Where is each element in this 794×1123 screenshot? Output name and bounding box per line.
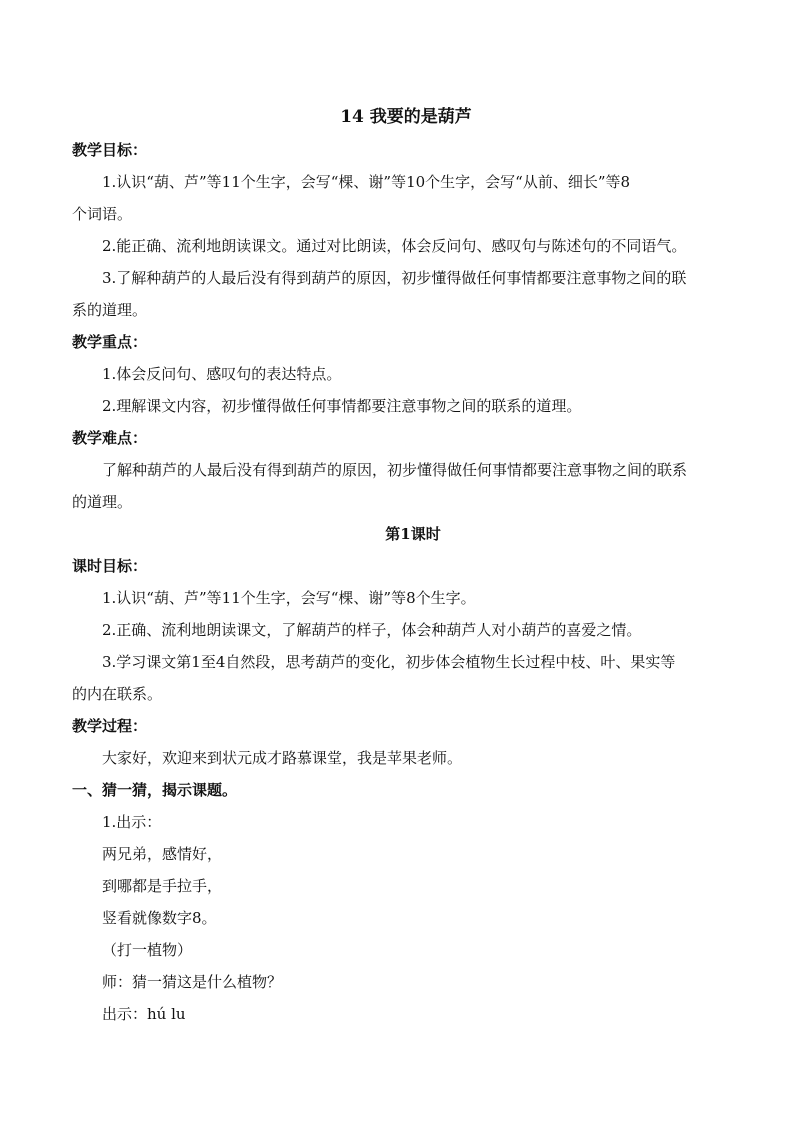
lesson-objective-line-3-cont: 的内在联系。 [72, 685, 163, 703]
section1-line-1: 1.出示： [102, 813, 162, 831]
objective-line-3: 3.了解种葫芦的人最后没有得到葫芦的原因，初步懂得做任何事情都要注意事物之间的联 [102, 269, 687, 287]
teacher-question: 师：猜一猜这是什么植物？ [102, 973, 283, 991]
objectives-heading: 教学目标： [72, 141, 148, 159]
difficulty-line-1: 了解种葫芦的人最后没有得到葫芦的原因，初步懂得做任何事情都要注意事物之间的联系 [102, 461, 688, 479]
intro-line: 大家好，欢迎来到状元成才路慕课堂，我是苹果老师。 [102, 749, 463, 767]
lesson-objective-line-2: 2.正确、流利地朗读课文，了解葫芦的样子，体会种葫芦人对小葫芦的喜爱之情。 [102, 621, 642, 639]
lesson-objectives-heading: 课时目标： [72, 557, 148, 575]
key-points-heading: 教学重点： [72, 333, 148, 351]
key-point-line-1: 1.体会反问句、感叹句的表达特点。 [102, 365, 342, 383]
objective-line-2: 2.能正确、流利地朗读课文。通过对比朗读，体会反问句、感叹句与陈述句的不同语气。 [102, 237, 687, 255]
difficulties-heading: 教学难点： [72, 429, 148, 447]
objective-line-1-cont: 个词语。 [72, 205, 133, 223]
document-page [72, 100, 724, 1030]
process-heading: 教学过程： [72, 717, 148, 735]
pinyin-display: 出示：hú lu [102, 1005, 186, 1023]
riddle-line-1: 两兄弟，感情好， [102, 845, 223, 863]
lesson-objective-line-3: 3.学习课文第1至4自然段，思考葫芦的变化，初步体会植物生长过程中枝、叶、果实等 [102, 653, 676, 671]
section1-heading: 一、猜一猜，揭示课题。 [72, 781, 238, 799]
riddle-hint: （打一植物） [102, 941, 193, 959]
objective-line-1: 1.认识“葫、芦”等11个生字，会写“棵、谢”等10个生字，会写“从前、细长”等8 [102, 173, 631, 191]
key-point-line-2: 2.理解课文内容，初步懂得做任何事情都要注意事物之间的联系的道理。 [102, 397, 582, 415]
page-title: 14 我要的是葫芦 [340, 107, 472, 127]
difficulty-line-1-cont: 的道理。 [72, 493, 133, 511]
lesson-objective-line-1: 1.认识“葫、芦”等11个生字，会写“棵、谢”等8个生字。 [102, 589, 476, 607]
objective-line-3-cont: 系的道理。 [72, 301, 148, 319]
riddle-line-2: 到哪都是手拉手， [102, 877, 223, 895]
lesson-heading: 第1课时 [385, 525, 441, 543]
riddle-line-3: 竖看就像数字8。 [102, 909, 217, 927]
